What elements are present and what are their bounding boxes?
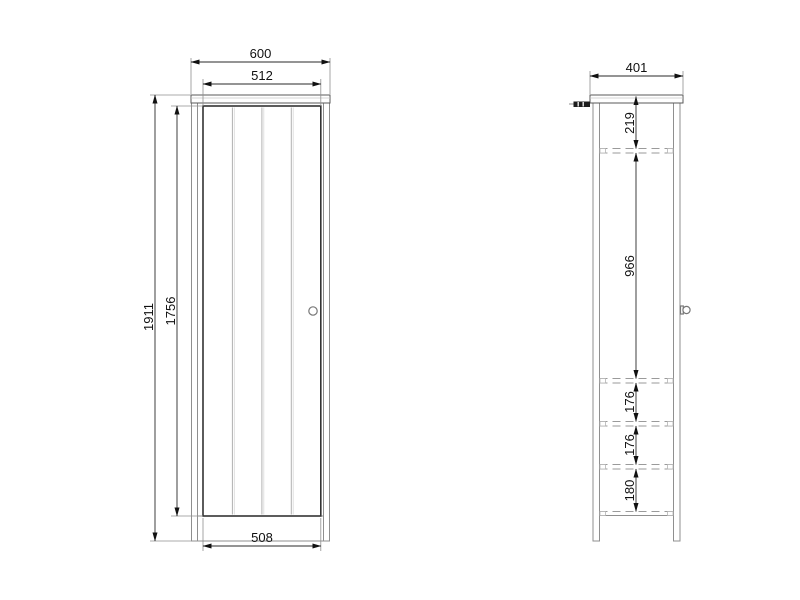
wall-mount-bracket — [569, 102, 590, 108]
side-view — [569, 95, 690, 541]
front-left-leg — [192, 103, 198, 541]
front-right-leg — [324, 103, 330, 541]
shelf-support-pin — [668, 422, 674, 427]
door-knob-side-profile — [681, 306, 691, 314]
shelf-support-pin — [600, 512, 606, 516]
dimension-top-section — [622, 97, 637, 149]
dimension-middle-section — [622, 153, 637, 379]
dimension-shelf-gap-lower — [622, 426, 637, 465]
dimension-bottom-section — [622, 469, 637, 512]
side-front-leg — [593, 103, 600, 541]
shelf-support-pin — [600, 149, 606, 154]
front-view — [191, 95, 330, 541]
dim-label-shelf-gap-upper: 176 — [622, 391, 637, 413]
dim-label-shelf-gap-lower: 176 — [622, 434, 637, 456]
dim-label-bottom-section: 180 — [622, 479, 637, 502]
door-knob — [309, 307, 317, 315]
hidden-shelf-3 — [600, 422, 674, 427]
bottom-shelf — [600, 512, 674, 516]
shelf-support-pin — [668, 149, 674, 154]
front-top-panel — [191, 95, 330, 103]
shelf-support-pin — [600, 379, 606, 384]
dim-label-door-width: 512 — [251, 68, 273, 83]
side-view-dimensions — [590, 60, 683, 512]
dim-label-overall-width: 600 — [249, 46, 272, 61]
dimension-shelf-gap-upper — [622, 383, 637, 422]
shelf-support-pin — [668, 465, 674, 470]
dim-label-depth: 401 — [625, 60, 648, 75]
side-back-leg — [674, 103, 681, 541]
shelf-support-pin — [600, 465, 606, 470]
hidden-shelf-2 — [600, 379, 674, 384]
hidden-shelf-1 — [600, 149, 674, 154]
dimension-depth — [590, 60, 683, 94]
dim-label-bottom-width: 508 — [251, 530, 273, 545]
hidden-shelf-4 — [600, 465, 674, 470]
dim-label-door-height: 1756 — [163, 296, 178, 326]
dim-label-overall-height: 1911 — [141, 303, 156, 331]
shelf-support-pin — [668, 512, 674, 516]
dim-label-top-section: 219 — [622, 112, 637, 134]
side-top-panel — [590, 95, 683, 103]
shelf-support-pin — [668, 379, 674, 384]
shelf-support-pin — [600, 422, 606, 427]
dim-label-middle-section: 966 — [622, 255, 637, 277]
